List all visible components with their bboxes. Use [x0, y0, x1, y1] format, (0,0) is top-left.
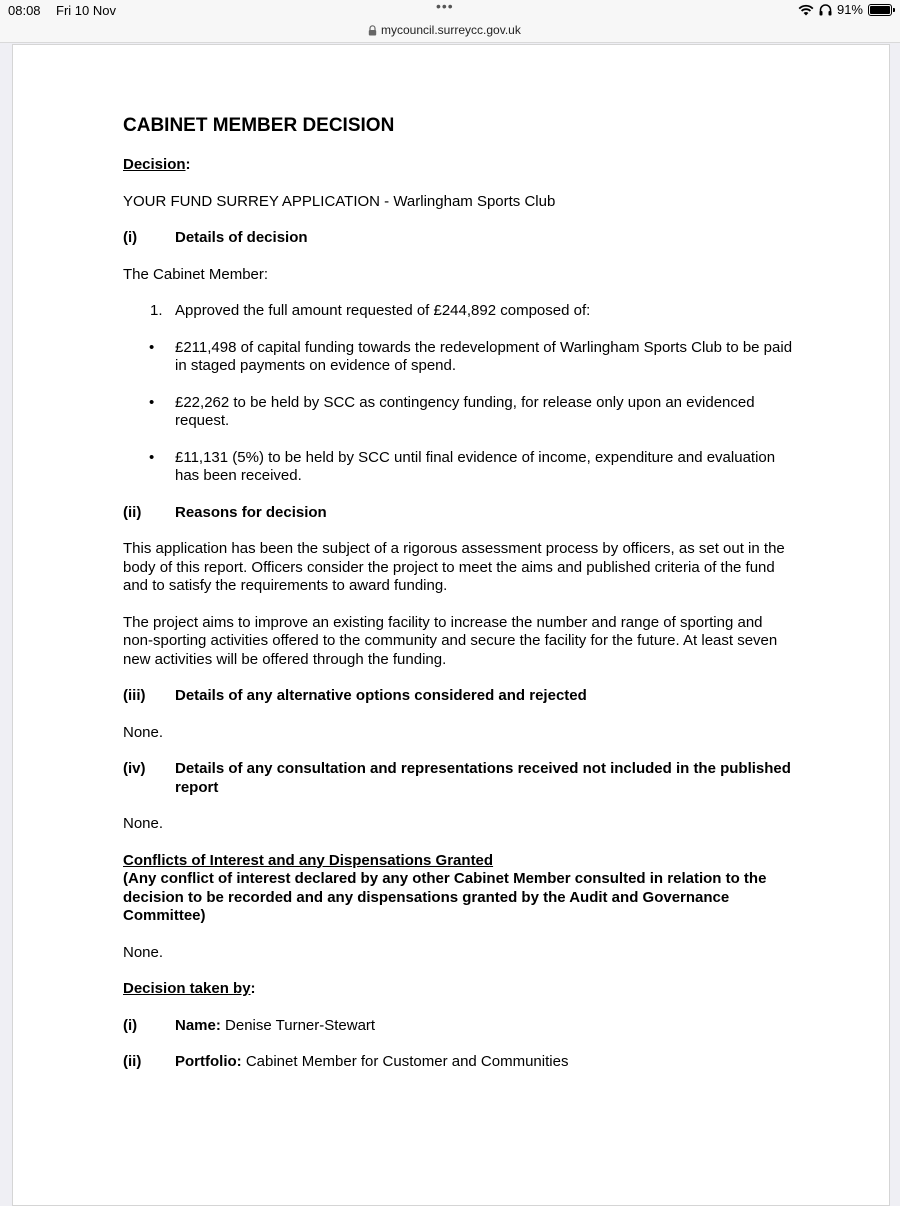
battery-percentage: 91% [836, 2, 863, 17]
section-title: Reasons for decision [175, 503, 327, 521]
row-number: (i) [123, 1016, 138, 1034]
url-display[interactable] [368, 23, 521, 37]
portfolio-label: Portfolio: [175, 1053, 242, 1070]
bullet-icon: • [149, 393, 155, 411]
none-text: None. [123, 943, 164, 961]
section-number: (ii) [123, 503, 142, 521]
section-details-of-decision [123, 229, 793, 248]
url-text: mycouncil.surreycc.gov.uk [381, 23, 521, 37]
bullet-item [123, 449, 793, 486]
section-number: (iii) [123, 687, 146, 704]
bullet-item [123, 339, 793, 376]
section-consultation [123, 760, 793, 797]
section-title: Details of any alternative options considered and rejected [175, 687, 587, 704]
portfolio-value: Cabinet Member for Customer and Communities [245, 1053, 569, 1070]
section-title: Details of decision [175, 229, 308, 246]
name-label: Name: [175, 1016, 221, 1034]
row-content [175, 1053, 793, 1072]
decision-taken-by-colon: : [250, 980, 256, 997]
bullet-text: £22,262 to be held by SCC as contingency funding, for release only upon an evidenced request. [175, 393, 755, 429]
name-row [123, 1017, 793, 1036]
battery-icon [868, 4, 892, 16]
multitasking-dots-icon[interactable]: ••• [436, 0, 454, 14]
bullet-icon: • [149, 338, 155, 356]
section-number: (iv) [123, 760, 146, 777]
conflicts-heading: Conflicts of Interest and any Dispensations Granted [123, 851, 494, 869]
bullet-text: £211,498 of capital funding towards the redevelopment of Warlingham Sports Club to be paid in staged payments on evidence of spend. [175, 338, 793, 374]
bullet-text: £11,131 (5%) to be held by SCC until final evidence of income, expenditure and evaluation has been received. [175, 448, 776, 484]
list-number-wrap [123, 302, 175, 321]
portfolio-row [123, 1053, 793, 1072]
wifi-icon [798, 4, 814, 16]
reasons-paragraph: This application has been the subject of a rigorous assessment process by officers, as set out in the body of this report. Officers consider the project to meet the aims and published criteria of the fund and to satisfy the requirements to award funding. [123, 540, 785, 594]
decision-colon: : [185, 156, 191, 173]
page-title: CABINET MEMBER DECISION [123, 115, 395, 136]
none-text: None. [123, 723, 164, 741]
cabinet-member-intro: The Cabinet Member: [123, 265, 269, 283]
decision-taken-by-heading [123, 980, 793, 999]
conflicts-note: (Any conflict of interest declared by any other Cabinet Member consulted in relation to the decision to be recorded and any dispensations granted by the Audit and Governance Committee) [123, 870, 767, 924]
name-value: Denise Turner-Stewart [225, 1016, 376, 1034]
section-alternative-options [123, 687, 793, 706]
decision-heading [123, 156, 793, 175]
none-text: None. [123, 815, 164, 832]
status-time: 08:08 [8, 3, 41, 18]
status-bar [0, 0, 900, 22]
list-number: 1. [150, 302, 163, 319]
list-item [123, 302, 793, 321]
section-number: (i) [123, 229, 138, 246]
lock-icon [368, 25, 377, 36]
battery-level-fill [870, 6, 890, 14]
list-item-text: Approved the full amount requested of £244,892 composed of: [175, 302, 591, 319]
document-page [12, 44, 890, 1206]
decision-text: YOUR FUND SURREY APPLICATION - Warlingham Sports Club [123, 192, 556, 210]
reasons-paragraph: The project aims to improve an existing facility to increase the number and range of sporting and non-sporting activities offered to the community and secure the facility for the future. At least seven new activities will be offered through the funding. [123, 613, 778, 668]
bullet-item [123, 394, 793, 431]
headphones-icon [819, 4, 832, 16]
status-indicators [798, 2, 892, 17]
row-content [175, 1017, 793, 1036]
section-reasons-for-decision [123, 504, 793, 523]
decision-taken-by-label: Decision taken by [123, 980, 251, 997]
decision-document [123, 115, 793, 1090]
decision-label: Decision [123, 156, 186, 173]
bullet-icon: • [149, 448, 155, 466]
status-date: Fri 10 Nov [56, 3, 116, 18]
section-title: Details of any consultation and representations received not included in the published report [175, 760, 791, 796]
row-number: (ii) [123, 1053, 142, 1070]
address-bar[interactable] [0, 22, 900, 43]
